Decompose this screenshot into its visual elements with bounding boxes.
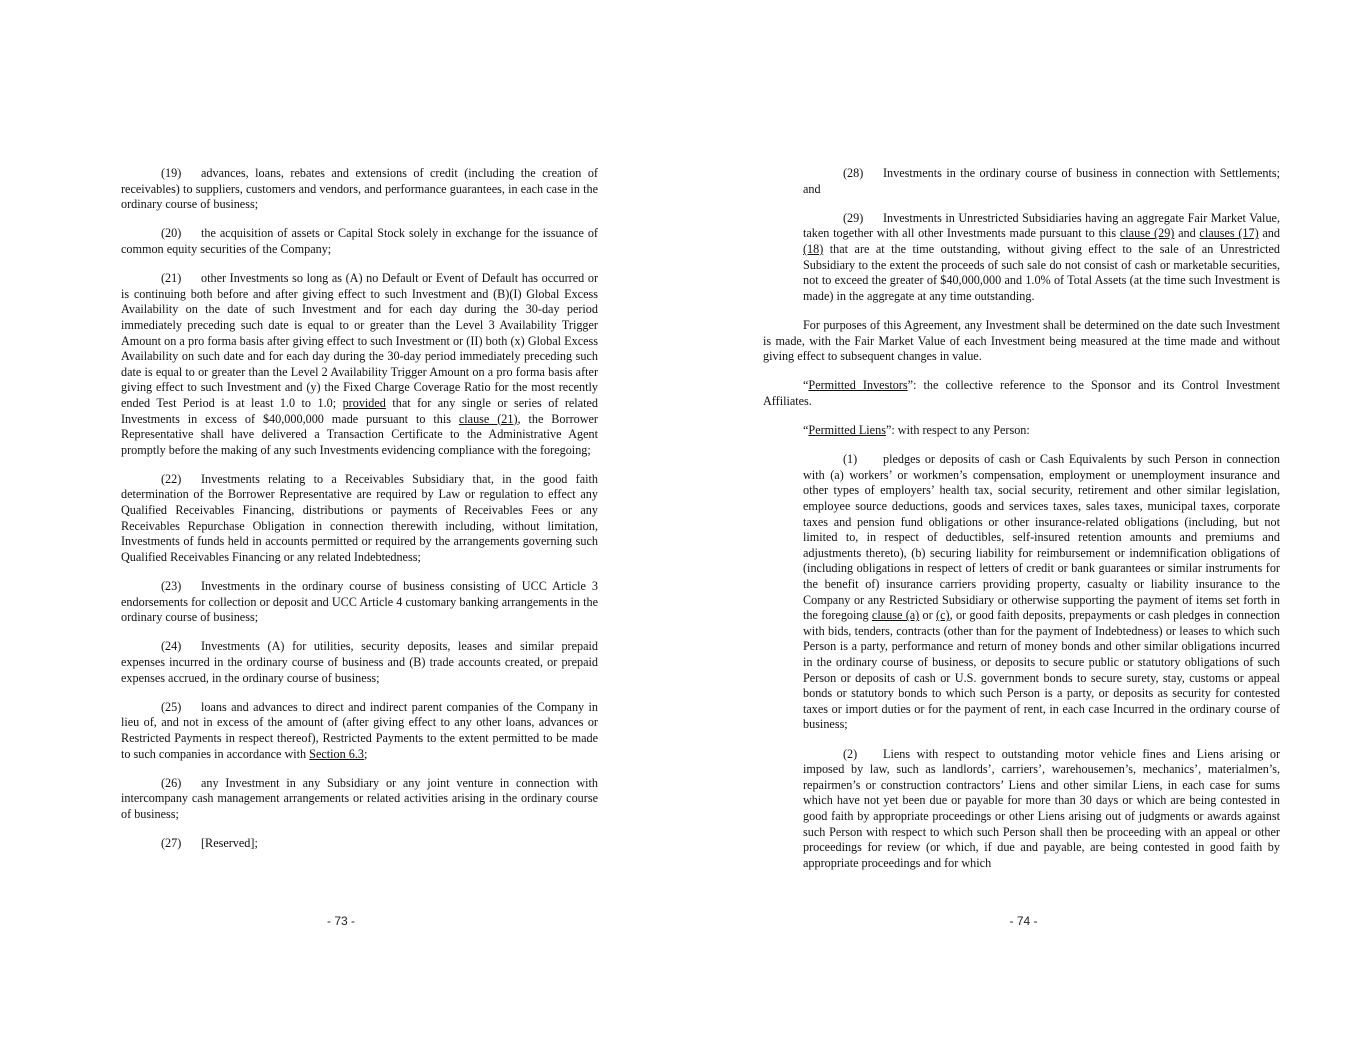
paragraph-text: “ bbox=[803, 423, 809, 438]
paragraph bbox=[763, 378, 1280, 409]
page-74-body bbox=[763, 166, 1280, 885]
cross-reference: Permitted Investors bbox=[808, 378, 908, 393]
paragraph-text: Investments in Unrestricted Subsidiaries having an aggregate Fair Market Value, taken together with all other Investments made pursuant to this bbox=[803, 210, 1280, 241]
paragraph-text: and bbox=[1174, 226, 1200, 241]
paragraph bbox=[121, 776, 598, 823]
clause-number: (25) bbox=[161, 699, 182, 714]
clause-number: (29) bbox=[843, 210, 864, 225]
clause-number: (27) bbox=[161, 836, 182, 851]
paragraph-text: or bbox=[919, 608, 937, 623]
page-73 bbox=[0, 0, 682, 1055]
paragraph-text: Investments relating to a Receivables Subsidiary that, in the good faith determination of the Borrower Representative are required by Law or regulation to effect any Qualified Receivables Financing, distributions or payments of Receivables Fees or any Receivables Repurchase Obligation in connection therewith including, without limitation, Investments of funds held in accounts permitted or required by the arrangements governing such Qualified Receivables Financing or any related Indebtedness; bbox=[121, 471, 598, 564]
paragraph-text: “ bbox=[803, 378, 809, 393]
page-number: - 73 - bbox=[326, 914, 355, 928]
paragraph-text: that for any single or series of related Investments in excess of $40,000,000 made pursuant to this bbox=[121, 395, 598, 426]
cross-reference: provided bbox=[342, 395, 386, 410]
paragraph-text: loans and advances to direct and indirect parent companies of the Company in lieu of, and not in excess of the amount of (after giving effect to any other loans, advances or Restricted Payments in respect thereof), Restricted Payments to the extent permitted to be made to such companies in accordance with bbox=[121, 699, 598, 761]
paragraph-text: that are at the time outstanding, without giving effect to the sale of an Unrestricted Subsidiary to the extent the proceeds of such sale do not consist of cash or marketable securities, not to exceed the greater of $40,000,000 and 1.0% of Total Assets (at the time such Investment is made) in the aggregate at any time outstanding. bbox=[803, 241, 1280, 303]
paragraph-text: the acquisition of assets or Capital Stock solely in exchange for the issuance of common equity securities of the Company; bbox=[121, 226, 598, 256]
clause-number: (23) bbox=[161, 579, 182, 594]
paragraph-text: [Reserved]; bbox=[201, 836, 258, 851]
paragraph bbox=[121, 271, 598, 458]
paragraph-text: Investments (A) for utilities, security deposits, leases and similar prepaid expenses incurred in the ordinary course of business and (B) trade accounts created, or prepaid expenses accrued, in the ordinary course of business; bbox=[121, 639, 598, 685]
clause-number: (22) bbox=[161, 471, 182, 486]
clause-number: (20) bbox=[161, 226, 182, 241]
paragraph-text: pledges or deposits of cash or Cash Equivalents by such Person in connection with (a) workers’ or workmen’s compensation, employment or unemployment insurance and other types of employers’ health tax, social security, retirement and other similar legislation, employee source deductions, goods and services taxes, sales taxes, municipal taxes, corporate taxes and pension fund obligations or other insurance-related obligations (including, but not limited to, in respect of deductibles, self-insured retention amounts and premiums and adjustments thereto), (b) securing liability for reimbursement or indemnification obligations of (including obligations in respect of letters of credit or bank guarantees or similar instruments for the benefit of) insurance carriers providing property, casualty or liability insurance to the Company or any Restricted Subsidiary or otherwise supporting the payment of items set forth in the foregoing bbox=[803, 452, 1280, 623]
paragraph bbox=[763, 747, 1280, 872]
paragraph bbox=[763, 318, 1280, 365]
paragraph bbox=[121, 700, 598, 762]
paragraph bbox=[763, 166, 1280, 197]
paragraph-text: For purposes of this Agreement, any Investment shall be determined on the date such Investment is made, with the Fair Market Value of each Investment being measured at the time made and without giving effect to subsequent changes in value. bbox=[763, 317, 1280, 364]
cross-reference: Section 6.3 bbox=[309, 746, 365, 761]
page-73-body bbox=[121, 166, 598, 865]
cross-reference: clause (21) bbox=[458, 411, 518, 426]
cross-reference: Permitted Liens bbox=[808, 423, 886, 438]
cross-reference: clause (a) bbox=[871, 608, 920, 623]
paragraph-text: ; bbox=[364, 746, 368, 761]
clause-number: (1) bbox=[843, 452, 858, 467]
paragraph-text: other Investments so long as (A) no Default or Event of Default has occurred or is continuing both before and after giving effect to such Investment and (B)(I) Global Excess Availability on the date of such Investment and for each day during the 30-day period immediately preceding such date is equal to or greater than the Level 3 Availability Trigger Amount on a pro forma basis after giving effect to such Investment or (II) both (x) Global Excess Availability on such date and for each day during the 30-day period immediately preceding such date is equal to or greater than the Level 2 Availability Trigger Amount on a pro forma basis after giving effect to such Investment and (y) the Fixed Charge Coverage Ratio for the most recently ended Test Period is at least 1.0 to 1.0; bbox=[121, 271, 598, 410]
paragraph bbox=[121, 226, 598, 257]
paragraph bbox=[121, 166, 598, 213]
paragraph-text: and bbox=[1258, 226, 1280, 241]
page-74 bbox=[682, 0, 1365, 1055]
clause-number: (21) bbox=[161, 271, 182, 286]
paragraph-text: , the Borrower Representative shall have delivered a Transaction Certificate to the Administrative Agent promptly before the making of any such Investments evidencing compliance with the foregoing; bbox=[121, 411, 598, 457]
paragraph-text: Liens with respect to outstanding motor vehicle fines and Liens arising or imposed by law, such as landlords’, carriers’, warehousemen’s, mechanics’, materialmen’s, repairmen’s or construction contractors’ Liens and other similar Liens, in each case for sums which have not yet been due or payable for more than 30 days or which are being contested in good faith by appropriate proceedings or other Liens arising out of judgments or awards against such Person with respect to which such Person shall then be proceeding with an appeal or other proceedings for review (or which, if due and payable, are being contested in good faith by appropriate proceedings and for which bbox=[803, 746, 1280, 870]
paragraph bbox=[763, 452, 1280, 733]
clause-number: (26) bbox=[161, 775, 182, 790]
paragraph-text: any Investment in any Subsidiary or any joint venture in connection with intercompany cash management arrangements or related activities arising in the ordinary course of business; bbox=[121, 775, 598, 821]
clause-number: (28) bbox=[843, 166, 864, 180]
page-number: - 74 - bbox=[1009, 914, 1038, 928]
paragraph bbox=[121, 836, 598, 852]
paragraph-text: advances, loans, rebates and extensions of credit (including the creation of receivables) to suppliers, customers and vendors, and performance guarantees, in each case in the ordinary course of business; bbox=[121, 166, 598, 212]
cross-reference: clauses (17) bbox=[1199, 226, 1259, 241]
paragraph bbox=[121, 472, 598, 566]
paragraph-text: Investments in the ordinary course of business in connection with Settlements; and bbox=[803, 166, 1280, 196]
paragraph bbox=[763, 211, 1280, 305]
clause-number: (24) bbox=[161, 639, 182, 654]
cross-reference: clause (29) bbox=[1119, 226, 1175, 241]
clause-number: (2) bbox=[843, 746, 858, 761]
paragraph bbox=[763, 423, 1280, 439]
paragraph bbox=[121, 579, 598, 626]
paragraph bbox=[121, 639, 598, 686]
cross-reference: (c) bbox=[936, 608, 950, 623]
paragraph-text: ”: with respect to any Person: bbox=[885, 423, 1030, 438]
paragraph-text: ”: the collective reference to the Sponsor and its Control Investment Affiliates. bbox=[763, 378, 1280, 408]
cross-reference: (18) bbox=[803, 241, 824, 256]
paragraph-text: Investments in the ordinary course of business consisting of UCC Article 3 endorsements for collection or deposit and UCC Article 4 customary banking arrangements in the ordinary course of business; bbox=[121, 579, 598, 625]
clause-number: (19) bbox=[161, 166, 182, 180]
paragraph-text: , or good faith deposits, prepayments or cash pledges in connection with bids, tenders, contracts (other than for the payment of Indebtedness) or leases to which such Person is a party, performance and return of money bonds and other similar obligations incurred in the ordinary course of business, or deposits to secure public or statutory obligations of such Person or deposits of cash or U.S. government bonds to secure surety, stay, customs or appeal bonds or statutory bonds to which such Person is a party, or deposits as security for contested taxes or import duties or for the payment of rent, in each case Incurred in the ordinary course of business; bbox=[803, 608, 1280, 732]
